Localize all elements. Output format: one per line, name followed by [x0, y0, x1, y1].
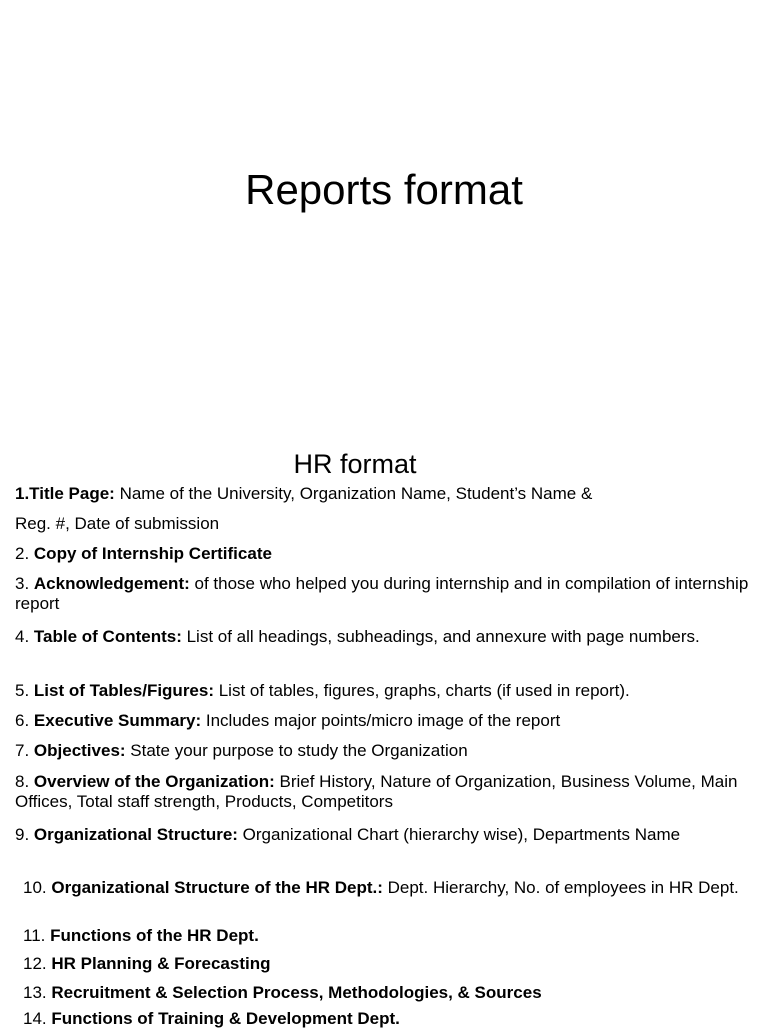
list-item-title-page-cont	[15, 513, 760, 535]
item-number: 10.	[23, 878, 52, 897]
item-label: List of Tables/Figures:	[33, 681, 214, 700]
slide-title: Reports format	[245, 166, 523, 213]
item-text: Dept. Hierarchy, No. of employees in HR Dept.	[382, 878, 739, 897]
item-number: 5.	[15, 681, 34, 700]
item-label: Recruitment & Selection Process, Methodologies, & Sources	[51, 983, 542, 1002]
list-item-title-page	[15, 483, 760, 505]
list-item-recruitment	[23, 982, 760, 1004]
list-item-objectives	[15, 740, 760, 762]
item-number: 4.	[15, 627, 34, 646]
item-text: of those who helped you during internship and in compilation of internship report	[15, 574, 749, 613]
item-label: Functions of the HR Dept.	[50, 926, 259, 945]
slide-reports-format	[0, 0, 768, 430]
item-label: Copy of Internship Certificate	[33, 544, 272, 563]
item-number: 7.	[15, 741, 34, 760]
item-label: Acknowledgement:	[33, 574, 190, 593]
item-text: Organizational Chart (hierarchy wise), Departments Name	[237, 825, 681, 844]
list-item-acknowledgement	[15, 574, 760, 614]
item-label: Organizational Structure:	[33, 825, 238, 844]
list-item-certificate	[15, 543, 760, 565]
list-item-training	[23, 1008, 760, 1030]
list-item-tables-figures	[15, 680, 760, 702]
item-number: 2.	[15, 544, 34, 563]
hr-format-title: HR format	[293, 449, 417, 479]
item-number: 12.	[23, 954, 52, 973]
item-number: 14.	[23, 1009, 52, 1028]
item-label: Functions of Training & Development Dept.	[51, 1009, 400, 1028]
item-text: Name of the University, Organization Name, Student’s Name &	[114, 484, 593, 503]
item-text: List of tables, figures, graphs, charts (if used in report).	[214, 681, 630, 700]
item-number: 8.	[15, 772, 34, 791]
item-text: Reg. #, Date of submission	[15, 514, 220, 533]
item-label: HR Planning & Forecasting	[51, 954, 271, 973]
item-label: 1.Title Page:	[15, 484, 115, 503]
list-item-overview	[15, 772, 760, 812]
item-number: 6.	[15, 711, 34, 730]
item-text: Brief History, Nature of Organization, Business Volume, Main Offices, Total staff strength, Products, Competitors	[15, 772, 738, 811]
item-number: 13.	[23, 983, 52, 1002]
item-label: Objectives:	[33, 741, 126, 760]
list-item-hr-planning	[23, 953, 760, 975]
list-item-org-structure	[15, 824, 760, 846]
item-number: 11.	[23, 926, 51, 945]
list-item-hr-structure	[23, 878, 760, 898]
item-label: Overview of the Organization:	[33, 772, 275, 791]
item-text: List of all headings, subheadings, and annexure with page numbers.	[181, 627, 700, 646]
item-text: Includes major points/micro image of the report	[201, 711, 561, 730]
item-number: 9.	[15, 825, 34, 844]
item-number: 3.	[15, 574, 34, 593]
item-text: State your purpose to study the Organization	[125, 741, 468, 760]
item-label: Executive Summary:	[33, 711, 202, 730]
list-item-executive-summary	[15, 710, 760, 732]
item-label: Organizational Structure of the HR Dept.:	[51, 878, 383, 897]
list-item-table-of-contents	[15, 627, 760, 647]
item-label: Table of Contents:	[33, 627, 182, 646]
list-item-hr-functions	[23, 925, 760, 947]
